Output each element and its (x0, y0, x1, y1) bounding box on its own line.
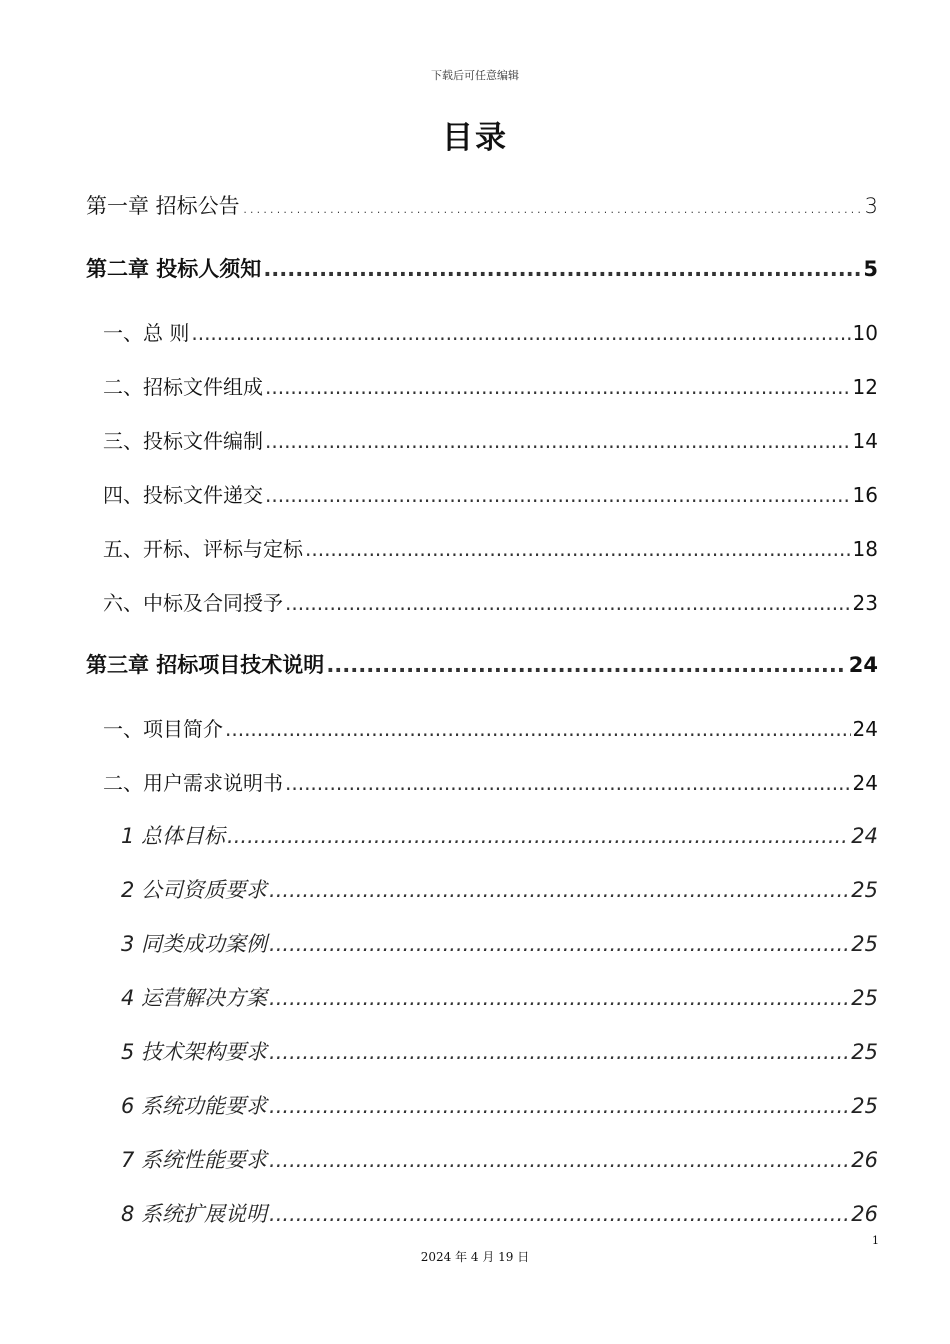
toc-entry-page: 23 (852, 591, 878, 615)
toc-entry-label: 一、总 则 (103, 321, 190, 345)
toc-entry-label: 二、招标文件组成 (103, 375, 263, 399)
dot-leader (227, 824, 849, 848)
toc-entry-chapter-3[interactable] (86, 649, 878, 679)
toc-title: 目录 (442, 120, 508, 156)
toc-entry-section[interactable] (103, 371, 878, 400)
toc-entry-page: 5 (863, 257, 878, 281)
dot-leader (263, 257, 861, 281)
toc-entry-label: 4 运营解决方案 (121, 986, 268, 1010)
toc-entry-page: 16 (852, 483, 878, 507)
toc-entry-page: 12 (852, 375, 878, 399)
toc-entry-subsection[interactable] (121, 1198, 878, 1228)
dot-leader (269, 1202, 849, 1226)
dot-leader (191, 321, 850, 345)
toc-entry-page: 25 (851, 1094, 878, 1118)
toc-entry-label: 六、中标及合同授予 (103, 591, 283, 615)
toc-entry-page: 25 (851, 1040, 878, 1064)
toc-entry-subsection[interactable] (121, 874, 878, 904)
page-number: 1 (872, 1234, 879, 1247)
dot-leader (269, 878, 849, 902)
toc-entry-label: 1 总体目标 (121, 824, 226, 848)
dot-leader (265, 483, 851, 507)
toc-entry-page: 24 (851, 824, 878, 848)
dot-leader (265, 375, 851, 399)
toc-entry-chapter-1[interactable] (86, 190, 878, 220)
footer-date: 2024 年 4 月 19 日 (420, 1250, 530, 1264)
toc-entry-label: 一、项目简介 (103, 717, 223, 741)
toc-entry-page: 18 (852, 537, 878, 561)
toc-entry-section[interactable] (103, 533, 878, 562)
toc-entry-label: 2 公司资质要求 (121, 878, 268, 902)
dot-leader (326, 653, 846, 677)
dot-leader (269, 1148, 849, 1172)
dot-leader (285, 591, 851, 615)
dot-leader (242, 194, 863, 218)
dot-leader (269, 932, 849, 956)
toc-entry-label: 第三章 招标项目技术说明 (86, 653, 325, 677)
toc-entry-label: 第二章 投标人须知 (86, 257, 262, 281)
toc-entry-label: 二、用户需求说明书 (103, 771, 283, 795)
toc-entry-page: 25 (851, 932, 878, 956)
toc-entry-page: 26 (851, 1148, 878, 1172)
toc-entry-page: 25 (851, 986, 878, 1010)
toc-entry-label: 8 系统扩展说明 (121, 1202, 268, 1226)
dot-leader (285, 771, 851, 795)
toc-entry-chapter-2[interactable] (86, 253, 878, 283)
toc-entry-page: 24 (852, 771, 878, 795)
dot-leader (269, 1094, 849, 1118)
toc-entry-label: 第一章 招标公告 (86, 194, 240, 218)
dot-leader (269, 986, 849, 1010)
toc-entry-subsection[interactable] (121, 928, 878, 958)
toc-entry-label: 三、投标文件编制 (103, 429, 263, 453)
toc-entry-section[interactable] (103, 479, 878, 508)
toc-entry-label: 四、投标文件递交 (103, 483, 263, 507)
dot-leader (265, 429, 851, 453)
toc-entry-subsection[interactable] (121, 1144, 878, 1174)
toc-entry-page: 24 (848, 653, 878, 677)
toc-entry-page: 26 (851, 1202, 878, 1226)
toc-entry-page: 10 (852, 321, 878, 345)
toc-entry-label: 五、开标、评标与定标 (103, 537, 303, 561)
toc-entry-section[interactable] (103, 425, 878, 454)
toc-entry-label: 6 系统功能要求 (121, 1094, 268, 1118)
toc-entry-subsection[interactable] (121, 1036, 878, 1066)
toc-entry-subsection[interactable] (121, 820, 878, 850)
toc-entry-label: 7 系统性能要求 (121, 1148, 268, 1172)
toc-entry-section[interactable] (103, 767, 878, 796)
toc-entry-page: 24 (852, 717, 878, 741)
toc-entry-page: 3 (864, 194, 878, 218)
dot-leader (269, 1040, 849, 1064)
toc-entry-section[interactable] (103, 317, 878, 346)
toc-entry-page: 14 (852, 429, 878, 453)
toc-entry-subsection[interactable] (121, 982, 878, 1012)
dot-leader (305, 537, 851, 561)
toc-entry-subsection[interactable] (121, 1090, 878, 1120)
toc-entry-section[interactable] (103, 587, 878, 616)
toc-entry-label: 5 技术架构要求 (121, 1040, 268, 1064)
dot-leader (225, 717, 851, 741)
toc-entry-page: 25 (851, 878, 878, 902)
header-note: 下载后可任意编辑 (431, 69, 519, 82)
toc-entry-section[interactable] (103, 713, 878, 742)
toc-entry-label: 3 同类成功案例 (121, 932, 268, 956)
